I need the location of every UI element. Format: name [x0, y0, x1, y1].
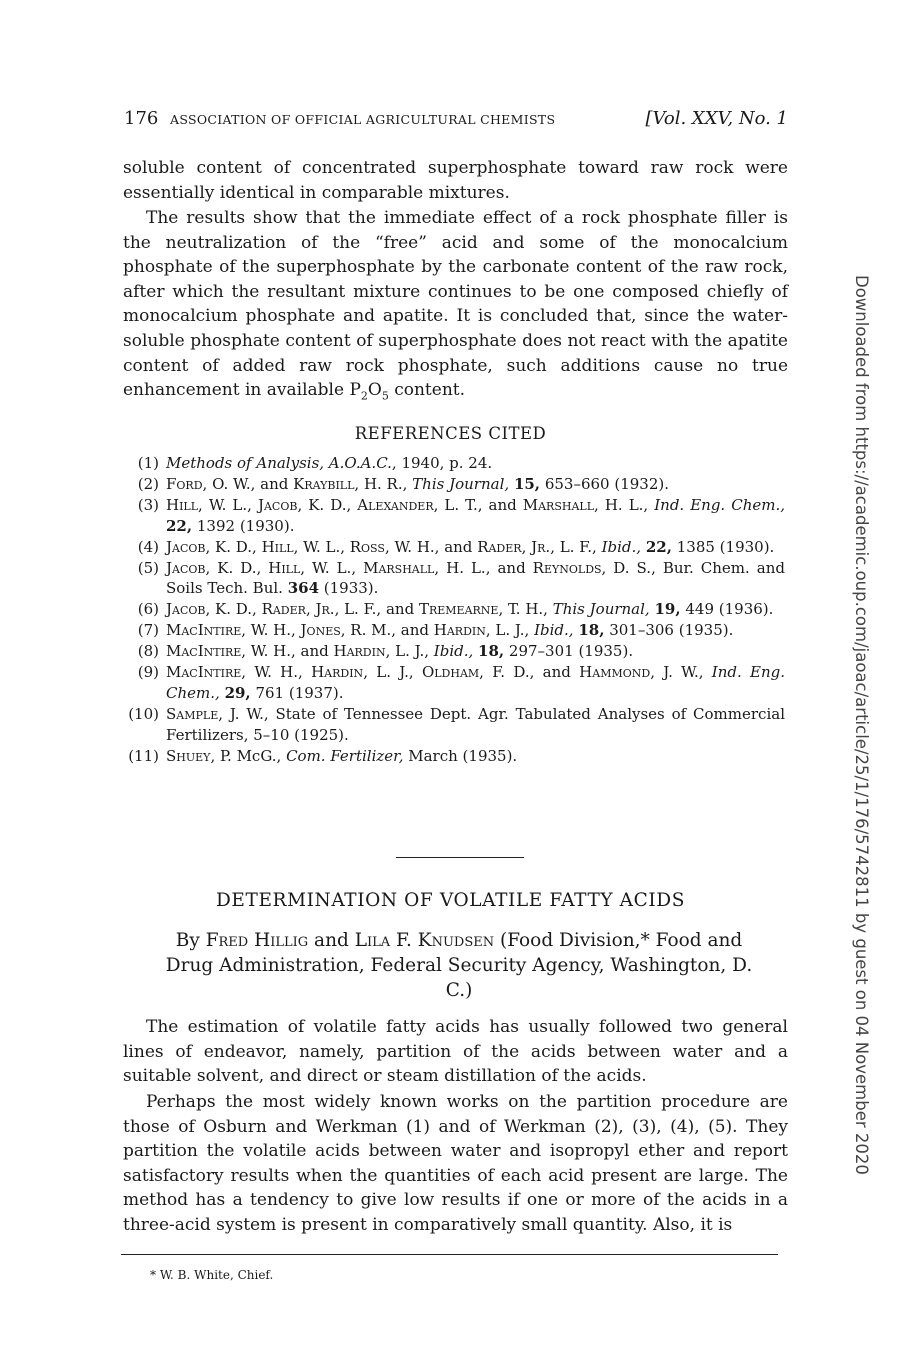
reference-author: MacIntire [166, 642, 242, 661]
reference-text: , R. M., and [340, 621, 434, 640]
reference-volume: 18, [478, 642, 505, 661]
reference-volume: 22, [645, 537, 672, 556]
reference-number: (6) [137, 600, 159, 619]
reference-journal: Ibid., [433, 642, 474, 661]
reference-author: Shuey [166, 746, 211, 765]
reference-author: Marshall [363, 558, 435, 577]
paragraph-results-end: content. [388, 380, 466, 401]
reference-text: , K. D., [205, 537, 262, 556]
reference-number: (2) [137, 474, 159, 493]
reference-number: (11) [128, 746, 159, 765]
reference-text: , W. L., [300, 558, 364, 577]
byline [150, 928, 768, 1003]
reference-author: Kraybill [293, 474, 355, 493]
reference-text: , F. D., and [479, 663, 580, 682]
reference-text: , L. F., and [334, 600, 419, 619]
reference-text: , K. D., [297, 495, 358, 514]
reference-text: , K. D., [205, 600, 262, 619]
references-title: REFERENCES CITED [354, 424, 547, 443]
reference-item [123, 537, 785, 558]
reference-text: , W. H., [241, 621, 301, 640]
reference-text: , L. J., [363, 663, 422, 682]
reference-text: , K. D., [205, 558, 269, 577]
reference-author: Hardin [333, 642, 386, 661]
reference-text: , H. L., [594, 495, 655, 514]
reference-journal: This Journal, [552, 600, 650, 619]
reference-text: , D. S., Bur. Chem. and Soils Tech. Bul. [166, 558, 785, 598]
article-title: DETERMINATION OF VOLATILE FATTY ACIDS [215, 890, 686, 911]
reference-text: , H. L., and [434, 558, 533, 577]
reference-text: 761 (1937). [250, 683, 344, 702]
reference-item [123, 641, 785, 662]
reference-journal: Ibid., [601, 537, 642, 556]
reference-text: , L. T., and [433, 495, 523, 514]
reference-author: Jacob [166, 537, 206, 556]
reference-author: Oldham [421, 663, 480, 682]
reference-author: Jacob [166, 600, 206, 619]
reference-text: March (1935). [403, 746, 518, 765]
reference-number: (7) [137, 621, 159, 640]
reference-text: , W. H., and [384, 537, 478, 556]
reference-author: Rader [477, 537, 522, 556]
reference-number: (5) [137, 558, 159, 577]
reference-text: , P. McG., [210, 746, 287, 765]
subscript-2: 2 [360, 389, 368, 403]
reference-number: (3) [137, 495, 159, 514]
oxygen-symbol: O [367, 380, 382, 401]
running-header [124, 108, 788, 132]
reference-author: Rader [261, 600, 306, 619]
footnote: * W. B. White, Chief. [150, 1268, 274, 1282]
reference-text: , H. R., [354, 474, 413, 493]
reference-item [123, 620, 785, 641]
reference-text: , T. H., [498, 600, 553, 619]
reference-author: Sample [166, 704, 219, 723]
reference-author: Reynolds [532, 558, 602, 577]
reference-text: , W. L., [293, 537, 350, 556]
reference-author: Hardin [311, 663, 364, 682]
reference-item [123, 662, 785, 704]
paragraph-results-text: The results show that the immediate effect of a rock phosphate filler is the neutralization of the “free” acid and some of the monocalcium phosphate of the superphosphate by the carbonate content of the raw rock, after which the resultant mixture continues to be one composed chiefly of monocalcium phosphate and apatite. It is concluded that, since the water-soluble phosphate content of superphosphate does not react with the apatite content of added raw rock phosphate, such additions cause no true enhancement in available P [123, 208, 788, 401]
reference-text: 653–660 (1932). [540, 474, 669, 493]
reference-author: MacIntire [166, 663, 242, 682]
reference-text: (1933). [319, 579, 379, 598]
article-paragraph-1: The estimation of volatile fatty acids has usually followed two general lines of endeavor, namely, partition of the acids between water and a suitable solvent, and direct or steam distillation of the acids. [123, 1017, 788, 1087]
reference-item [123, 558, 785, 600]
volume-info: [Vol. XXV, No. 1 [645, 108, 788, 129]
reference-journal: Ind. Eng. Chem., [654, 495, 785, 514]
reference-author: Alexander [357, 495, 434, 514]
footnote-divider [121, 1254, 778, 1255]
reference-item [123, 453, 785, 474]
reference-author: Marshall [522, 495, 595, 514]
affiliation: (Food Division,* Food and Drug Administration, Federal Security Agency, Washington, D. C.) [165, 930, 753, 1001]
references-list [123, 453, 785, 767]
reference-volume: 18, [578, 621, 605, 640]
reference-text: , 1940, p. 24. [391, 454, 493, 472]
reference-author: Hill [166, 495, 199, 514]
reference-suffix: Jr. [315, 600, 335, 619]
author-name: Fred Hillig [205, 930, 309, 951]
reference-author: Hill [268, 558, 301, 577]
reference-suffix: Jr. [531, 537, 551, 556]
reference-text: , J. W., [650, 663, 712, 682]
reference-author: Jacob [257, 495, 298, 514]
download-watermark: Downloaded from https://academic.oup.com/jaoac/article/25/1/176/5742811 by guest on 04 November 2020 [852, 275, 871, 1175]
reference-number: (8) [137, 642, 159, 661]
reference-author: Hammond [579, 663, 651, 682]
reference-item [123, 746, 785, 767]
reference-author: Ford [166, 474, 203, 493]
section-divider [396, 857, 524, 858]
reference-text: , [305, 600, 316, 619]
reference-author: Jones [300, 621, 341, 640]
reference-journal: This Journal, [412, 474, 510, 493]
reference-author: MacIntire [166, 621, 242, 640]
reference-number: (4) [137, 537, 159, 556]
reference-text: , L. J., [485, 621, 535, 640]
author-name: Lila F. Knudsen [354, 930, 495, 951]
reference-author: Ross [349, 537, 385, 556]
reference-item [123, 495, 785, 537]
subscript-5: 5 [381, 389, 389, 403]
reference-number: (9) [137, 663, 159, 682]
reference-text: , L. J., [385, 642, 434, 661]
byline-by: By [175, 930, 206, 951]
reference-text: , W. H., [241, 663, 312, 682]
reference-text: 1385 (1930). [671, 537, 775, 556]
reference-number: (1) [137, 454, 159, 472]
reference-text: 297–301 (1935). [504, 642, 634, 661]
reference-author: Jacob [166, 558, 206, 577]
reference-volume: 22, [166, 516, 193, 535]
reference-author: Hardin [433, 621, 486, 640]
reference-volume: 19, [654, 600, 681, 619]
reference-journal: Ind. Eng. Chem., [166, 663, 785, 702]
byline-and: and [308, 930, 355, 951]
reference-volume: 15, [513, 474, 541, 493]
reference-journal: Com. Fertilizer, [286, 746, 404, 765]
reference-volume: 364 [287, 579, 320, 598]
paragraph-results [123, 206, 788, 409]
article-paragraph-2: Perhaps the most widely known works on the partition procedure are those of Osburn and Werkman (1) and of Werkman (2), (3), (4), (5). They partition the volatile acids between water and isopropyl ether and report satisfactory results when the quantities of each acid present are large. The method has a tendency to give low results if one or more of the acids in a three-acid system is present in comparatively small quantity. Also, it is [123, 1092, 788, 1235]
reference-text: , L. F., [550, 537, 602, 556]
page-number: 176 [124, 108, 159, 129]
reference-text: , W. L., [198, 495, 258, 514]
reference-volume: 29, [224, 683, 251, 702]
reference-item [123, 474, 785, 495]
reference-author: Hill [261, 537, 294, 556]
paragraph-continued: soluble content of concentrated superphosphate toward raw rock were essentially identical in comparable mixtures. [123, 158, 788, 203]
reference-number: (10) [128, 704, 159, 723]
reference-item [123, 704, 785, 746]
reference-text: , W. H., and [241, 642, 334, 661]
reference-item [123, 599, 785, 620]
reference-text: , [521, 537, 532, 556]
reference-title: Methods of Analysis, A.O.A.C. [166, 454, 392, 472]
reference-author: Tremearne [418, 600, 499, 619]
reference-text: , J. W., State of Tennessee Dept. Agr. Tabulated Analyses of Commercial Fertilizers, 5–10 (1925). [166, 704, 785, 744]
reference-text: 449 (1936). [680, 600, 774, 619]
reference-journal: Ibid., [534, 621, 574, 640]
reference-text: 301–306 (1935). [604, 621, 734, 640]
reference-text: 1392 (1930). [192, 516, 295, 535]
reference-text: , O. W., and [202, 474, 294, 493]
journal-name: ASSOCIATION OF OFFICIAL AGRICULTURAL CHEMISTS [170, 112, 556, 127]
